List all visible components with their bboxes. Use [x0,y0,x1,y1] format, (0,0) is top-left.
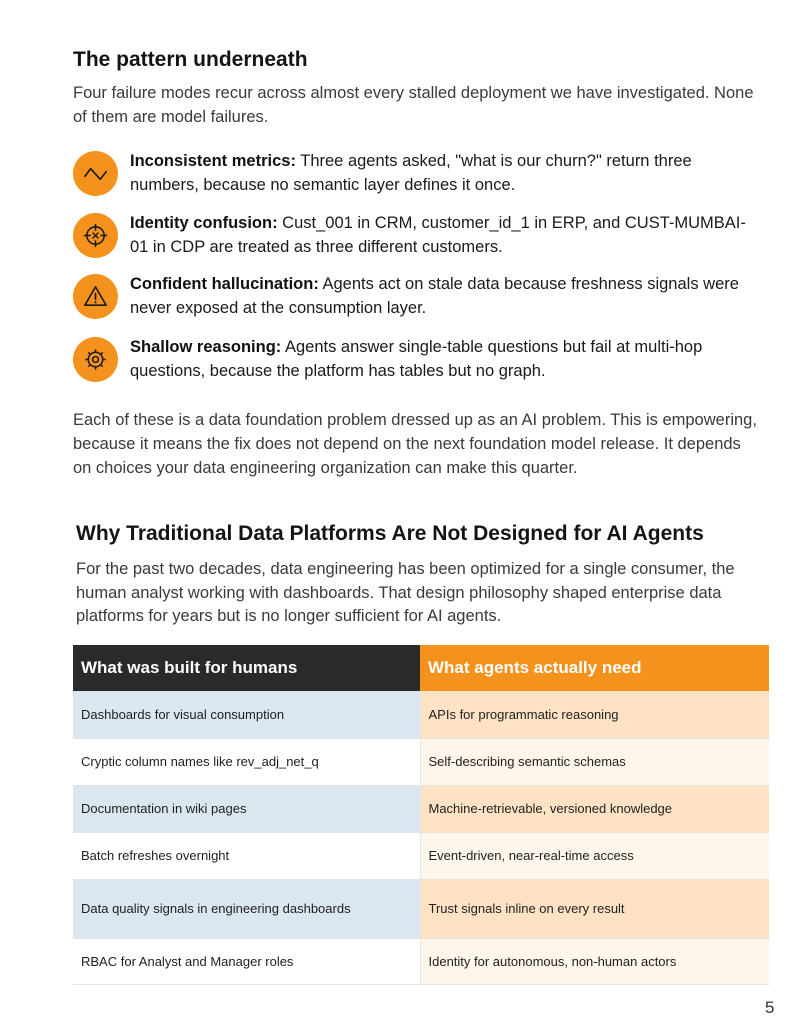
failure-mode-text: Three agents asked, "what is our churn?" return three numbers, because no semantic layer defines it once. [130,152,692,194]
crosshair-icon [73,213,118,258]
warning-icon [73,274,118,319]
table-cell-agents: Trust signals inline on every result [420,879,769,938]
section-title-traditional-platforms: Why Traditional Data Platforms Are Not Designed for AI Agents [76,522,704,545]
table-cell-humans: Batch refreshes overnight [73,832,420,879]
table-cell-humans: RBAC for Analyst and Manager roles [73,938,420,984]
gear-icon [73,337,118,382]
table-row [73,785,769,832]
page-number: 5 [765,998,775,1017]
table-cell-humans: Data quality signals in engineering dashboards [73,879,420,938]
table-cell-agents: Self-describing semantic schemas [420,738,769,785]
table-row [73,738,769,785]
table-header-row [73,645,769,691]
table-cell-agents: Identity for autonomous, non-human actors [420,938,769,984]
section-intro-pattern: Four failure modes recur across almost every stalled deployment we have investigated. None of them are model failures. [73,84,754,126]
table-row [73,691,769,738]
failure-mode-text: Agents answer single-table questions but fail at multi-hop questions, because the platform has tables but no graph. [130,338,703,380]
section-title-pattern: The pattern underneath [73,48,308,71]
failure-mode-label: Identity confusion: [130,214,278,232]
table-cell-agents: Machine-retrievable, versioned knowledge [420,785,769,832]
table-row [73,879,769,938]
failure-mode-label: Inconsistent metrics: [130,152,296,170]
failure-mode-label: Shallow reasoning: [130,338,282,356]
failure-mode-label: Confident hallucination: [130,275,319,293]
wave-icon [73,151,118,196]
header-agents-need: What agents actually need [420,645,769,691]
table-row [73,938,769,984]
table-cell-agents: Event-driven, near-real-time access [420,832,769,879]
table-row [73,832,769,879]
failure-mode-text: Agents act on stale data because freshness signals were never exposed at the consumption layer. [130,275,739,317]
comparison-table [73,645,769,985]
table-cell-agents: APIs for programmatic reasoning [420,691,769,738]
failure-mode-text: Cust_001 in CRM, customer_id_1 in ERP, and CUST-MUMBAI-01 in CDP are treated as three different customers. [130,214,746,256]
table-cell-humans: Cryptic column names like rev_adj_net_q [73,738,420,785]
section-intro-traditional-platforms: For the past two decades, data engineering has been optimized for a single consumer, the human analyst working with dashboards. That design philosophy shaped enterprise data platforms for years but is no longer sufficient for AI agents. [76,560,735,625]
table-cell-humans: Documentation in wiki pages [73,785,420,832]
table-cell-humans: Dashboards for visual consumption [73,691,420,738]
section-outro-pattern: Each of these is a data foundation problem dressed up as an AI problem. This is empowering, because it means the fix does not depend on the next foundation model release. It depends on choices your data engineering organization can make this quarter. [73,411,757,477]
header-built-for-humans: What was built for humans [73,645,420,691]
